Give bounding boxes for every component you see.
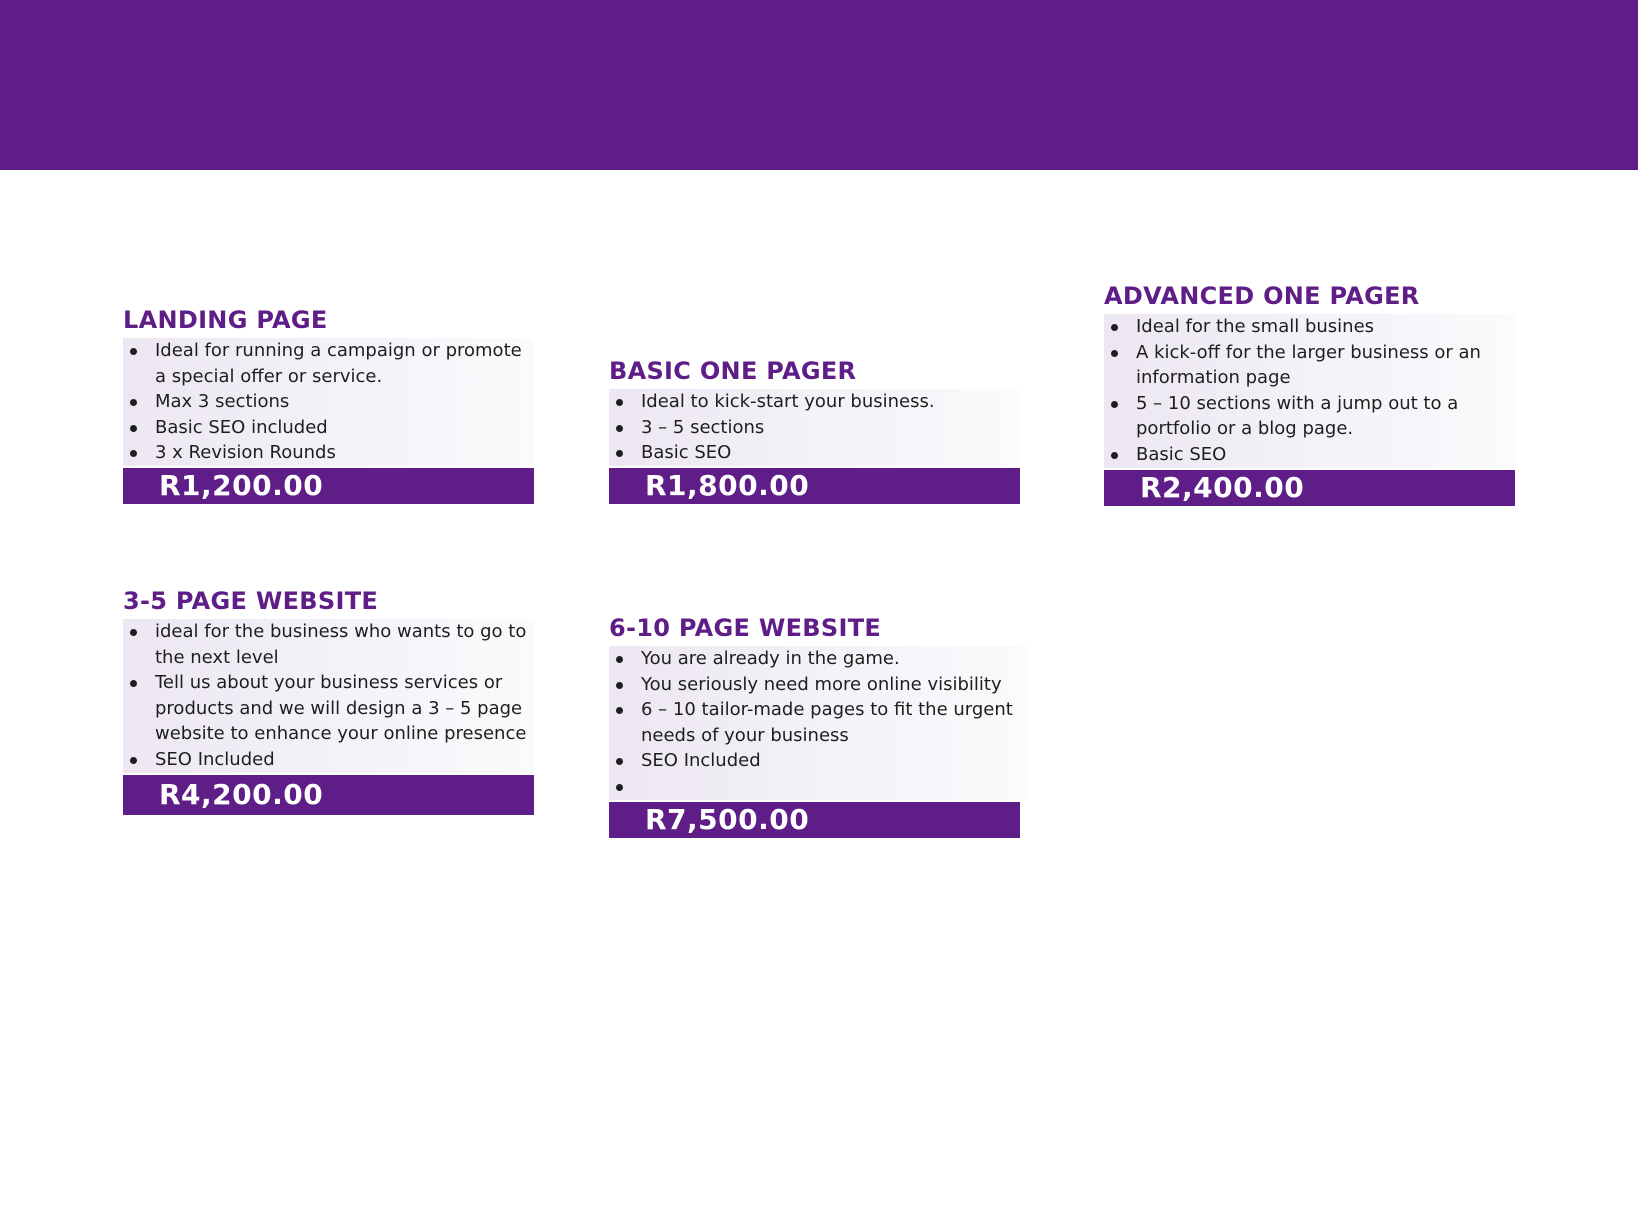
feature-item — [123, 670, 534, 747]
plan-title: ADVANCED ONE PAGER — [1104, 282, 1420, 310]
feature-item — [609, 672, 1027, 698]
feature-item — [609, 646, 1027, 672]
bullet-icon — [616, 784, 623, 791]
feature-item — [1104, 340, 1515, 391]
bullet-icon — [1111, 401, 1118, 408]
bullet-icon — [130, 680, 137, 687]
feature-item — [123, 338, 534, 389]
feature-item — [123, 440, 534, 466]
bullet-icon — [616, 425, 623, 432]
plan-3-5-page-website — [123, 587, 534, 815]
bullet-icon — [616, 399, 623, 406]
feature-text: Basic SEO included — [155, 416, 328, 438]
bullet-icon — [616, 758, 623, 765]
plan-basic-one-pager — [609, 357, 1020, 504]
feature-item — [123, 415, 534, 441]
bullet-icon — [130, 629, 137, 636]
feature-list — [123, 338, 534, 466]
bullet-icon — [130, 757, 137, 764]
feature-list — [609, 646, 1027, 800]
bullet-icon — [130, 450, 137, 457]
price-bar: R2,400.00 — [1104, 470, 1515, 506]
feature-item — [609, 748, 1027, 774]
feature-text: You are already in the game. — [641, 648, 900, 669]
plan-title: BASIC ONE PAGER — [609, 357, 857, 385]
feature-text: 5 – 10 sections with a jump out to a portfolio or a blog page. — [1136, 392, 1459, 440]
feature-item — [609, 415, 1020, 441]
feature-text: You seriously need more online visibility — [641, 673, 1002, 695]
feature-text: Basic SEO — [1136, 443, 1227, 465]
plan-advanced-one-pager — [1104, 282, 1515, 506]
plan-title: 6-10 PAGE WEBSITE — [609, 614, 882, 642]
feature-text: 3 x Revision Rounds — [155, 442, 336, 464]
feature-text: SEO Included — [641, 750, 761, 772]
feature-list — [609, 389, 1020, 466]
bullet-icon — [616, 682, 623, 689]
bullet-icon — [130, 425, 137, 432]
price-bar: R1,200.00 — [123, 468, 534, 504]
feature-text: Ideal to kick-start your business. — [641, 391, 935, 412]
feature-text: A kick-off for the larger business or an information page — [1136, 341, 1481, 389]
bullet-icon — [1111, 324, 1118, 331]
feature-text: Basic SEO — [641, 442, 732, 464]
feature-item — [609, 389, 1020, 415]
price-bar: R4,200.00 — [123, 775, 534, 815]
bullet-icon — [616, 707, 623, 714]
feature-text: Ideal for the small busines — [1136, 316, 1375, 337]
plan-title: 3-5 PAGE WEBSITE — [123, 587, 379, 615]
plan-6-10-page-website — [609, 614, 1027, 838]
feature-item — [1104, 391, 1515, 442]
feature-text: SEO Included — [155, 748, 275, 770]
feature-item — [609, 440, 1020, 466]
top-banner — [0, 0, 1638, 170]
feature-list — [123, 619, 534, 773]
bullet-icon — [130, 348, 137, 355]
price-bar: R1,800.00 — [609, 468, 1020, 504]
bullet-icon — [1111, 452, 1118, 459]
feature-item — [609, 774, 1027, 800]
feature-text: 3 – 5 sections — [641, 416, 765, 438]
feature-text: ideal for the business who wants to go to the next level — [155, 621, 527, 668]
price-bar: R7,500.00 — [609, 802, 1020, 838]
feature-item — [1104, 442, 1515, 468]
bullet-icon — [616, 450, 623, 457]
feature-text: Ideal for running a campaign or promote a special offer or service. — [155, 340, 522, 387]
plan-title: LANDING PAGE — [123, 306, 328, 334]
feature-list — [1104, 314, 1515, 468]
plan-landing-page — [123, 306, 534, 504]
feature-text: Max 3 sections — [155, 391, 290, 413]
bullet-icon — [1111, 350, 1118, 357]
feature-item — [609, 697, 1027, 748]
feature-item — [1104, 314, 1515, 340]
bullet-icon — [616, 656, 623, 663]
feature-item — [123, 747, 534, 773]
feature-text: Tell us about your business services or products and we will design a 3 – 5 page website to enhance your online presence — [155, 672, 527, 745]
feature-item — [123, 619, 534, 670]
feature-text: 6 – 10 tailor-made pages to fit the urgent needs of your business — [641, 699, 1013, 746]
feature-item — [123, 389, 534, 415]
bullet-icon — [130, 399, 137, 406]
